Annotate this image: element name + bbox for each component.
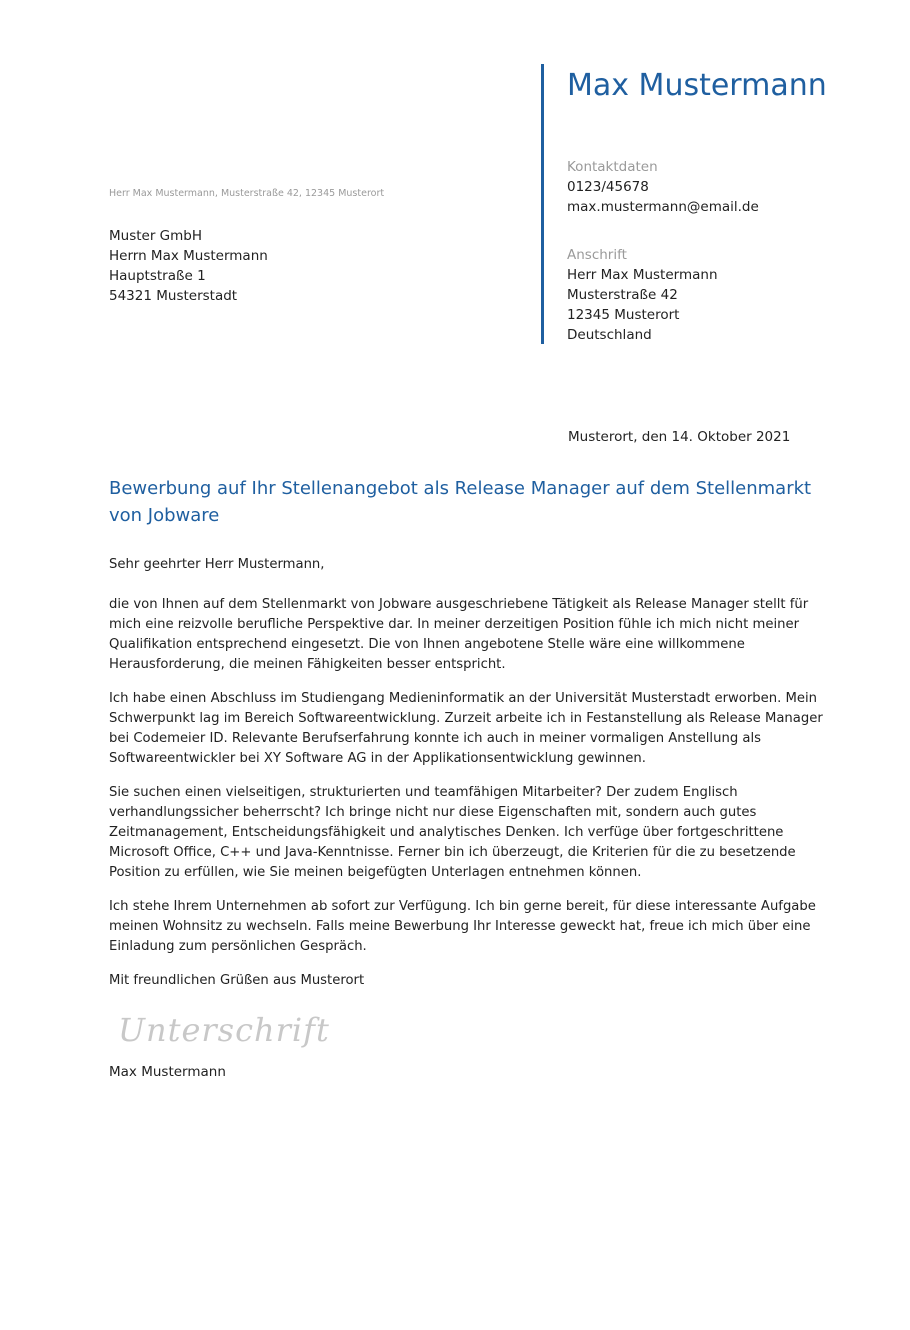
closing: Mit freundlichen Grüßen aus Musterort: [109, 973, 365, 988]
sender-column: [541, 64, 881, 344]
recipient-line: Herrn Max Mustermann: [109, 248, 268, 264]
signature-image: [118, 1008, 358, 1058]
address-line: Deutschland: [567, 327, 652, 343]
address-line: Herr Max Mustermann: [567, 267, 718, 283]
body-paragraph: die von Ihnen auf dem Stellenmarkt von Jobware ausgeschriebene Tätigkeit als Release Manager stellt für mich eine reizvolle berufliche Perspektive dar. In meiner derzeitigen Position fühle ich mich nicht meiner Qualifikation entsprechend eingesetzt. Die von Ihnen angebotene Stelle wäre eine willkommene Herausforderung, die meinen Fähigkeiten besser entspricht.: [109, 597, 809, 672]
signature-name: Max Mustermann: [109, 1064, 226, 1080]
address-line: 12345 Musterort: [567, 307, 680, 323]
letter-subject: Bewerbung auf Ihr Stellenangebot als Release Manager auf dem Stellenmarkt von Jobware: [109, 478, 812, 526]
email-address: max.mustermann@email.de: [567, 199, 759, 215]
recipient-line: Muster GmbH: [109, 228, 203, 244]
body-paragraph: Ich habe einen Abschluss im Studiengang Medieninformatik an der Universität Musterstadt erworben. Mein Schwerpunkt lag im Bereich Softwareentwicklung. Zurzeit arbeite ich in Festanstellung als Release Manager bei Codemeier ID. Relevante Berufserfahrung konnte ich auch in meiner vormaligen Anstellung als Softwareentwickler bei XY Software AG in der Applikationsentwicklung gewinnen.: [109, 691, 823, 766]
address-block: [567, 245, 718, 345]
address-line: Musterstraße 42: [567, 287, 678, 303]
body-paragraph: Sie suchen einen vielseitigen, strukturierten und teamfähigen Mitarbeiter? Der zudem Englisch verhandlungssicher beherrscht? Ich bringe nicht nur diese Eigenschaften mit, sondern auch gutes Zeitmanagement, Entscheidungsfähigkeit und analytisches Denken. Ich verfüge über fortgeschrittene Microsoft Office, C++ und Java-Kenntnisse. Ferner bin ich überzeugt, die Kriterien für die zu besetzende Position zu erfüllen, wie Sie meinen beigefügten Unterlagen entnehmen können.: [109, 785, 796, 880]
address-label: Anschrift: [567, 247, 627, 263]
phone-number: 0123/45678: [567, 179, 649, 195]
contact-block: [567, 157, 759, 217]
recipient-line: Hauptstraße 1: [109, 268, 206, 284]
recipient-line: 54321 Musterstadt: [109, 288, 238, 304]
salutation: Sehr geehrter Herr Mustermann,: [109, 557, 325, 572]
sender-name: Max Mustermann: [567, 68, 827, 103]
signature-handwriting: Unterschrift: [118, 1011, 330, 1049]
contact-label: Kontaktdaten: [567, 159, 658, 175]
body-paragraph: Ich stehe Ihrem Unternehmen ab sofort zur Verfügung. Ich bin gerne bereit, für diese interessante Aufgabe meinen Wohnsitz zu wechseln. Falls meine Bewerbung Ihr Interesse geweckt hat, freue ich mich über eine Einladung zum persönlichen Gespräch.: [109, 899, 816, 954]
return-address-line: Herr Max Mustermann, Musterstraße 42, 12345 Musterort: [109, 188, 385, 199]
letter-date: Musterort, den 14. Oktober 2021: [568, 429, 791, 445]
recipient-address: [109, 226, 268, 306]
letter-body: [109, 555, 825, 1005]
